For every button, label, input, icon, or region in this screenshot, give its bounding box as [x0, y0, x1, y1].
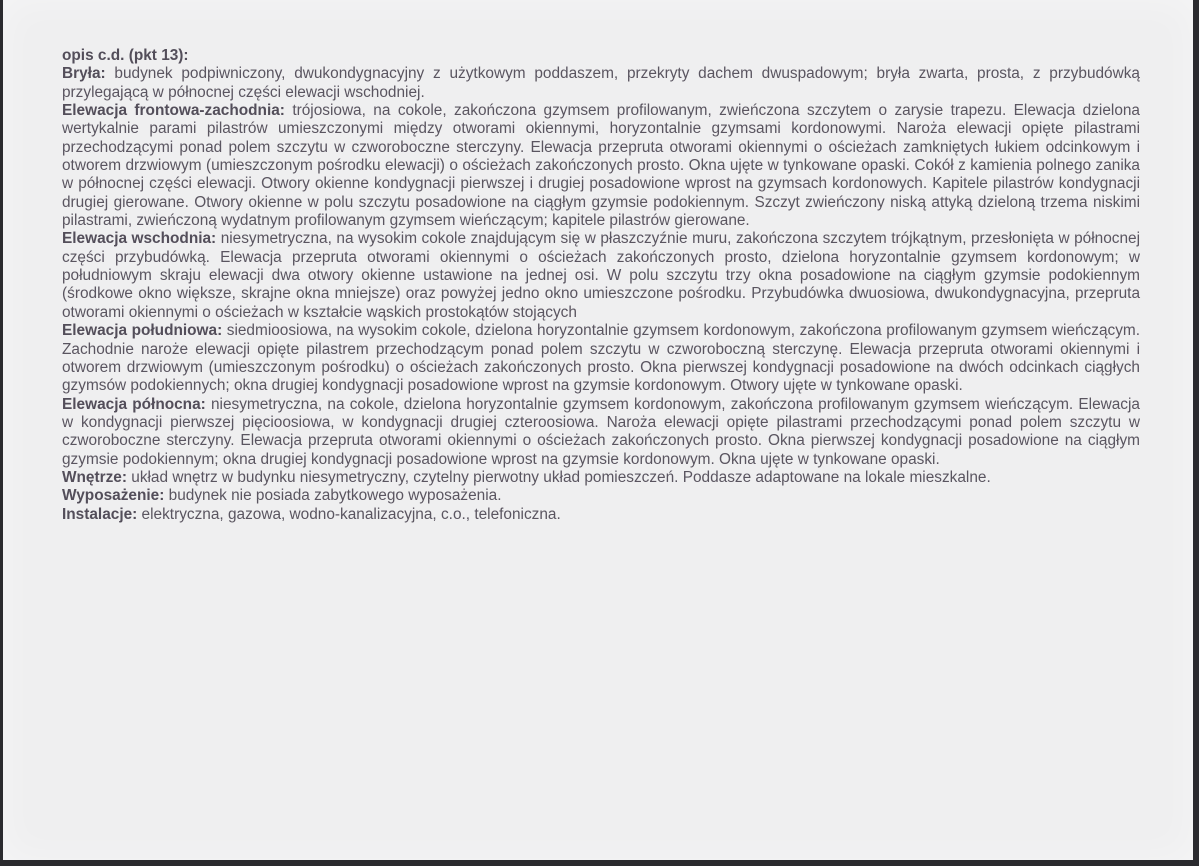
- section-label: Elewacja południowa:: [62, 322, 223, 340]
- section-label: Wnętrze:: [62, 468, 127, 486]
- document-body: [62, 47, 1140, 524]
- document-heading: opis c.d. (pkt 13):: [62, 47, 189, 64]
- section-text: układ wnętrz w budynku niesymetryczny, czytelny pierwotny układ pomieszczeń. Poddasze adaptowane na lokale mieszkalne.: [126, 468, 991, 486]
- scanned-page: [3, 0, 1193, 860]
- section-elewacja-wschodnia: [62, 230, 1140, 322]
- section-elewacja-poludniowa: [62, 322, 1140, 395]
- section-bryla: [62, 65, 1140, 102]
- section-label: Wyposażenie:: [62, 487, 165, 505]
- section-text: elektryczna, gazowa, wodno-kanalizacyjna, c.o., telefoniczna.: [137, 505, 561, 523]
- section-elewacja-polnocna: [62, 396, 1140, 469]
- section-text: trójosiowa, na cokole, zakończona gzymsem profilowanym, zwieńczona szczytem o zarysie trapezu. Elewacja dzielona wertykalnie parami pilastrów umieszczonymi między otworami okiennymi, horyzontalnie gzymsami kordonowymi. Naroża elewacji opięte pilastrami przechodzącymi ponad polem szczytu w czworoboczne sterczyny. Elewacja przepruta otworami okiennymi o ościeżach zamkniętych łukiem odcinkowym i otworem drzwiowym (umieszczonym pośrodku elewacji) o ościeżach zakończonych prosto. Okna ujęte w tynkowane opaski. Cokół z kamienia polnego zanika w północnej części elewacji. Otwory okienne kondygnacji pierwszej i drugiej posadowione wprost na gzymsach kordonowych. Kapitele pilastrów kondygnacji drugiej gierowane. Otwory okienne w polu szczytu posadowione na ciągłym gzymsie podokiennym. Szczyt zwieńczony niską attyką dzieloną trzema niskimi pilastrami, zwieńczoną wydatnym profilowanym gzymsem wieńczącym; kapitele pilastrów gierowane.: [62, 102, 1140, 230]
- section-text: budynek nie posiada zabytkowego wyposażenia.: [164, 487, 502, 505]
- section-label: Instalacje:: [62, 505, 138, 523]
- section-text: niesymetryczna, na cokole, dzielona horyzontalnie gzymsem kordonowym, zakończona profilowanym gzymsem wieńczącym. Elewacja w kondygnacji pierwszej pięcioosiowa, w kondygnacji drugiej czteroosiowa. Naroża elewacji opięte pilastrami przechodzącymi ponad polem szczytu w czworoboczne sterczyny. Elewacja przepruta otworami okiennymi o ościeżach zakończonych prosto. Okna pierwszej kondygnacji posadowione na ciągłym gzymsie podokiennym; okna drugiej kondygnacji posadowione wprost na gzymsie kordonowym. Okna ujęte w tynkowane opaski.: [62, 395, 1140, 468]
- section-label: Elewacja frontowa-zachodnia:: [62, 102, 285, 120]
- section-text: budynek podpiwniczony, dwukondygnacyjny z użytkowym poddaszem, przekryty dachem dwuspadowym; bryła zwarta, prosta, z przybudówką przylegającą w północnej części elewacji wschodniej.: [62, 65, 1140, 101]
- section-text: siedmioosiowa, na wysokim cokole, dzielona horyzontalnie gzymsem kordonowym, zakończona profilowanym gzymsem wieńczącym. Zachodnie naroże elewacji opięte pilastrem przechodzącym ponad polem szczytu w czworoboczną sterczynę. Elewacja przepruta otworami okiennymi i otworem drzwiowym (umieszczonym pośrodku) o ościeżach zakończonych prosto. Okna pierwszej kondygnacji posadowione na dwóch odcinkach ciągłych gzymsów podokiennych; okna drugiej kondygnacji posadowione wprost na gzymsie kordonowym. Otwory ujęte w tynkowane opaski.: [62, 322, 1140, 395]
- section-label: Elewacja północna:: [62, 395, 206, 413]
- section-elewacja-frontowa: [62, 102, 1140, 230]
- section-label: Bryła:: [62, 65, 106, 83]
- section-text: niesymetryczna, na wysokim cokole znajdującym się w płaszczyźnie muru, zakończona szczytem trójkątnym, przesłonięta w północnej części przybudówką. Elewacja przepruta otworami okiennymi o ościeżach zakończonych prosto, dzielona horyzontalnie gzymsem kordonowym; w południowym skraju elewacji dwa otwory okienne ustawione na jednej osi. W polu szczytu trzy okna posadowione na ciągłym gzymsie podokiennym (środkowe okno większe, skrajne okna mniejsze) oraz powyżej jedno okno umieszczone pośrodku. Przybudówka dwuosiowa, dwukondygnacyjna, przepruta otworami okiennymi o ościeżach w kształcie wąskich prostokątów stojących: [62, 230, 1140, 321]
- section-instalacje: [62, 506, 1140, 524]
- section-wnetrze: [62, 469, 1140, 487]
- section-wyposazenie: [62, 487, 1140, 505]
- section-label: Elewacja wschodnia:: [62, 230, 217, 248]
